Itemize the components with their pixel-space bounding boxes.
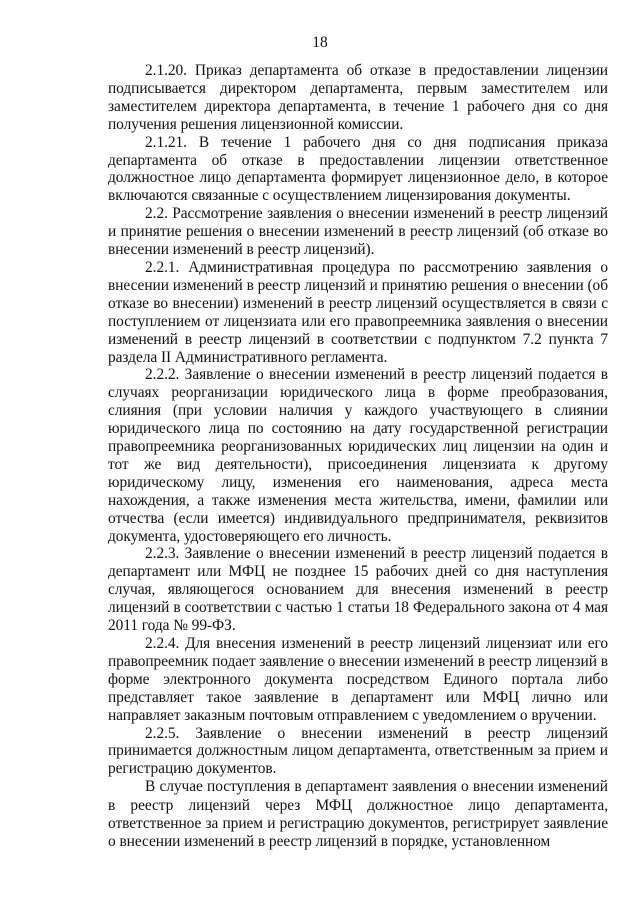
paragraph-2-2-4: 2.2.4. Для внесения изменений в реестр лицензий лицензиат или его правопреемник подает заявление о внесении изменений в реестр лицензий в форме электронного документа посредством Единого портала либо представляет такое заявление в департамент или МФЦ лично или направляет заказным почтовым отправлением с уведомлением о вручении. xyxy=(108,635,608,724)
paragraph-mfc-registration: В случае поступления в департамент заявления о внесении изменений в реестр лицензий через МФЦ должностное лицо департамента, ответственное за прием и регистрацию документов, регистрирует заявление о внесении изменений в реестр лицензий в порядке, установленном xyxy=(108,778,608,851)
paragraph-2-1-21: 2.1.21. В течение 1 рабочего дня со дня подписания приказа департамента об отказе в предоставлении лицензии ответственное должностное лицо департамента формирует лицензионное дело, в которое включаются связанные с осуществлением лицензирования документы. xyxy=(108,133,608,205)
paragraph-2-2-1: 2.2.1. Административная процедура по рассмотрению заявления о внесении изменений в реестр лицензий и принятию решения о внесении (об отказе во внесении) изменений в реестр лицензий осуществляется в связи с поступлением от лицензиата или его правопреемника заявления о внесении изменений в реестр лицензий в соответствии с подпунктом 7.2 пункта 7 раздела II Административного регламента. xyxy=(108,258,608,366)
paragraph-2-1-20: 2.1.20. Приказ департамента об отказе в предоставлении лицензии подписывается директором департамента, первым заместителем или заместителем директора департамента, в течение 1 рабочего дня со дня получения решения лицензионной комиссии. xyxy=(108,62,608,133)
page-number: 18 xyxy=(312,34,328,51)
paragraph-2-2-5: 2.2.5. Заявление о внесении изменений в реестр лицензий принимается должностным лицом департамента, ответственным за прием и регистрацию документов. xyxy=(108,724,608,778)
paragraph-2-2-2: 2.2.2. Заявление о внесении изменений в реестр лицензий подается в случаях реорганизации юридического лица в форме преобразования, слияния (при условии наличия у каждого участвующего в слиянии юридического лица по состоянию на дату государственной регистрации правопреемника реорганизованных юридических лиц лицензии на один и тот же вид деятельности), присоединения лицензиата к другому юридическому лицу, изменения его наименования, адреса места нахождения, а также изменения места жительства, имени, фамилии или отчества (если имеется) индивидуального предпринимателя, реквизитов документа, удостоверяющего его личность. xyxy=(108,366,608,545)
paragraph-2-2: 2.2. Рассмотрение заявления о внесении изменений в реестр лицензий и принятие решения о внесении изменений в реестр лицензий (об отказе во внесении изменений в реестр лицензий). xyxy=(108,205,608,259)
document-body xyxy=(108,62,608,852)
paragraph-2-2-3: 2.2.3. Заявление о внесении изменений в реестр лицензий подается в департамент или МФЦ не позднее 15 рабочих дней со дня наступления случая, являющегося основанием для внесения изменений в реестр лицензий в соответствии с частью 1 статьи 18 Федерального закона от 4 мая 2011 года № 99-ФЗ. xyxy=(108,545,608,635)
